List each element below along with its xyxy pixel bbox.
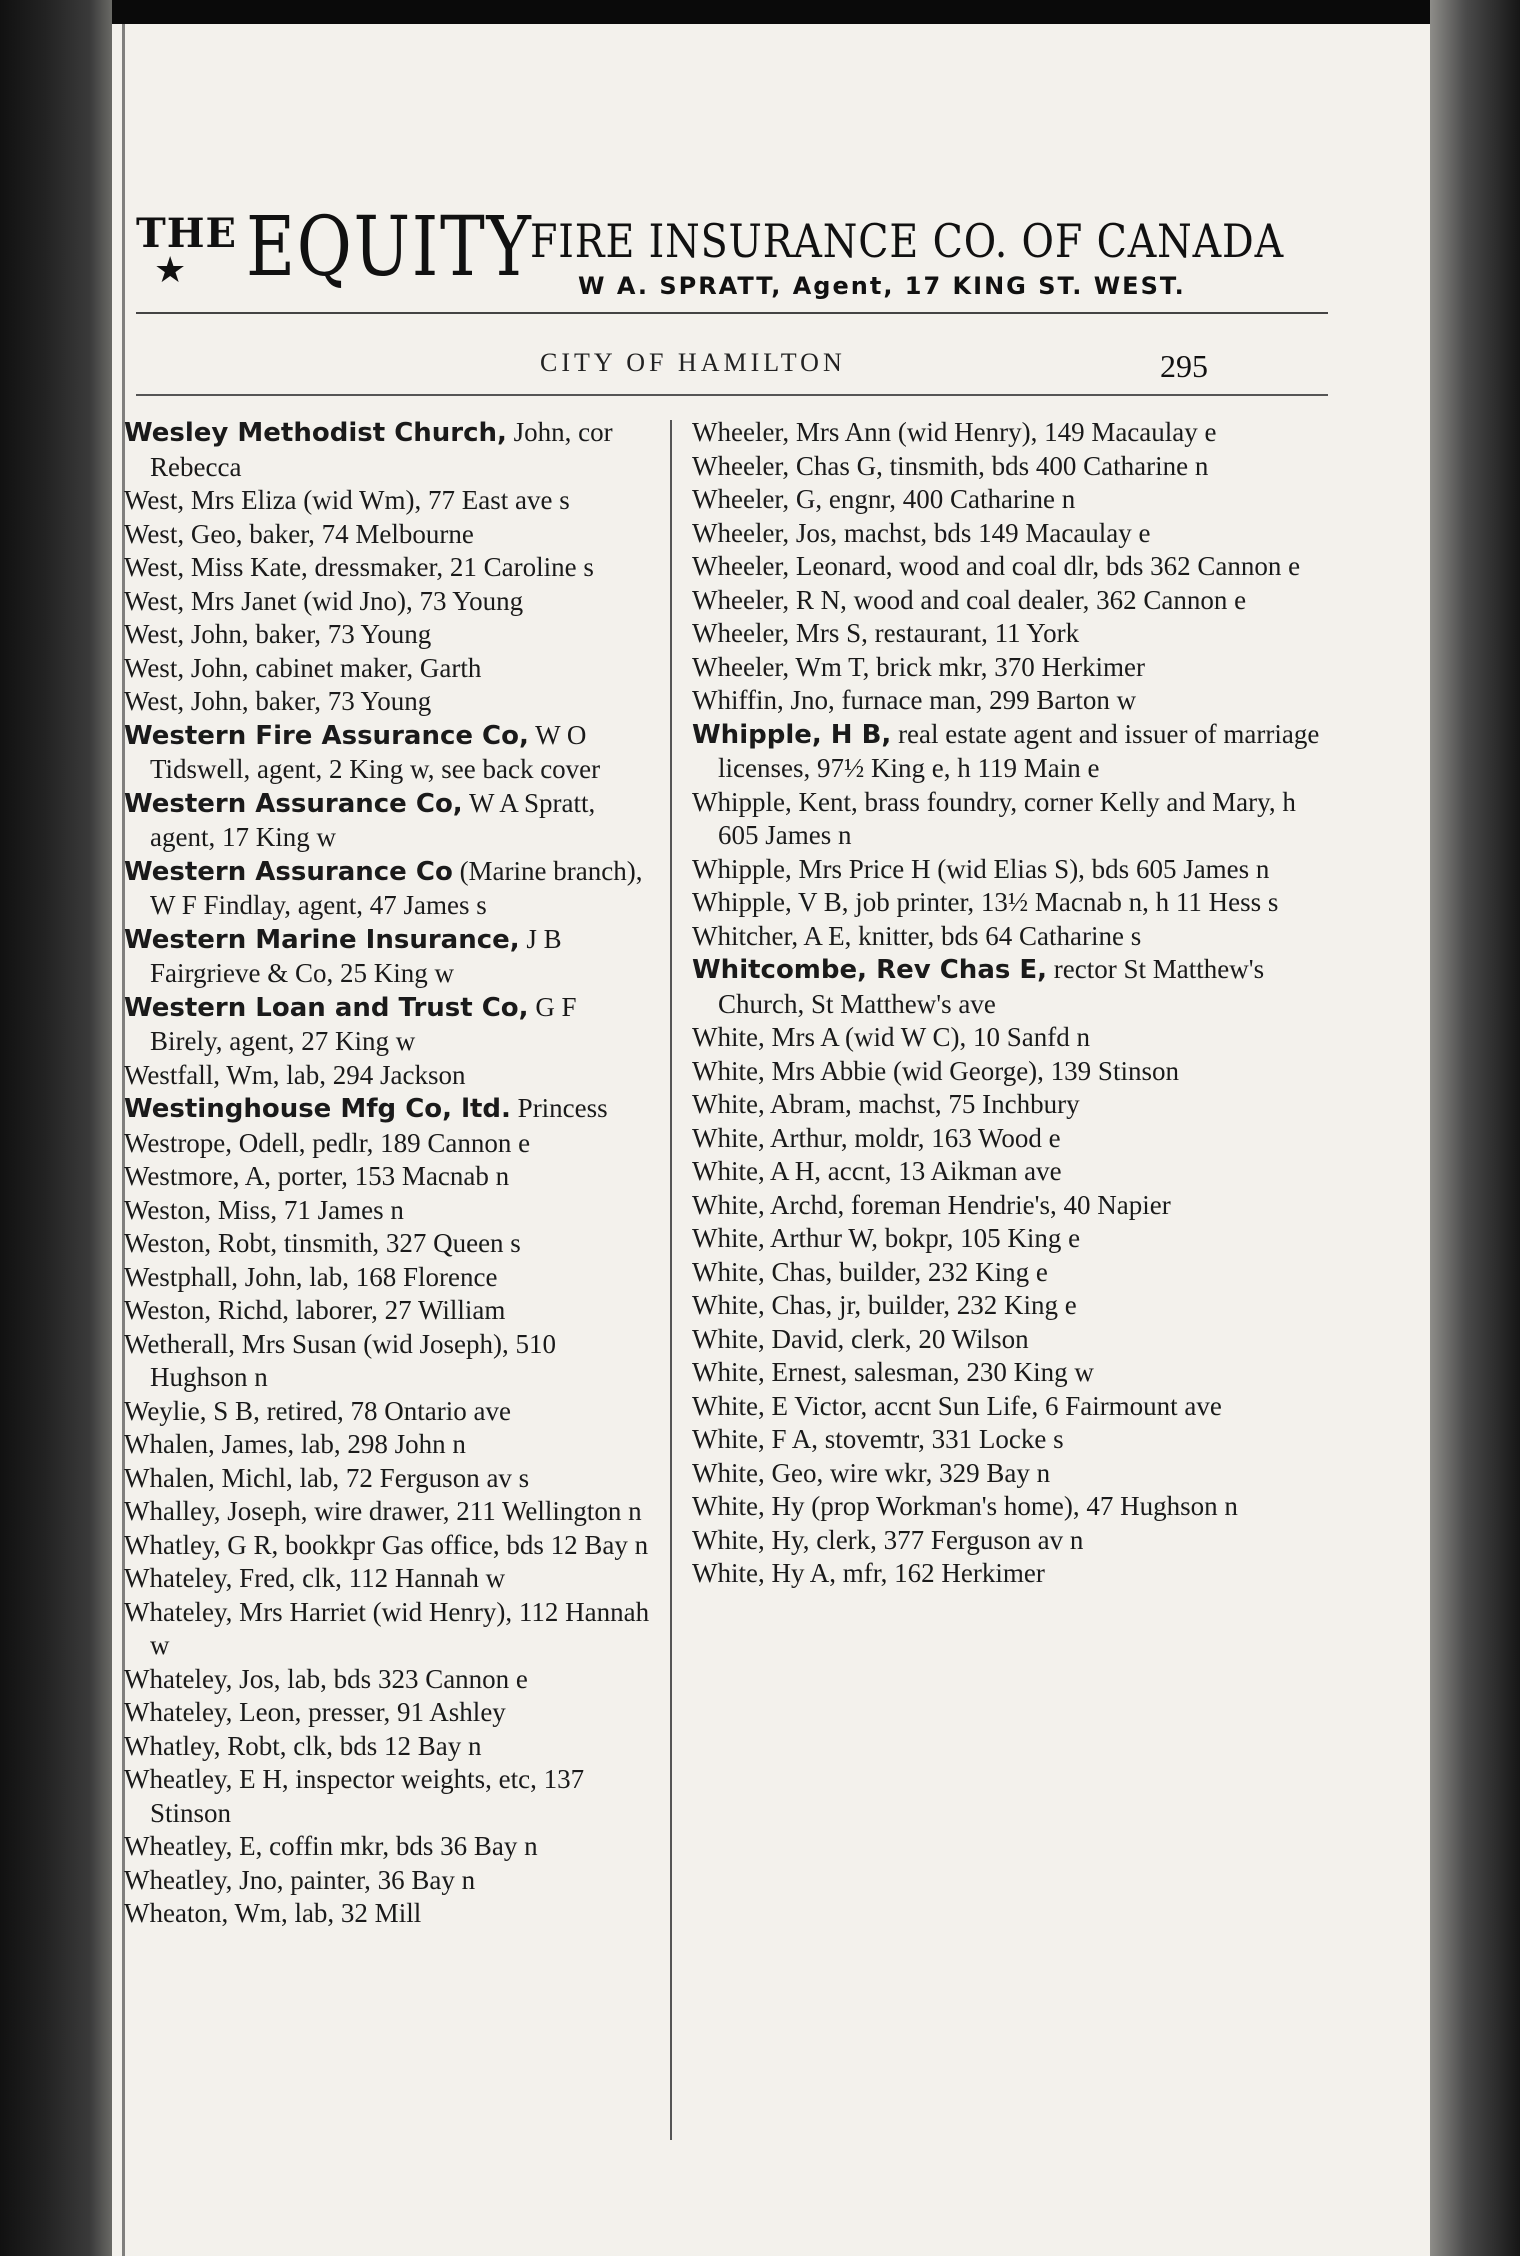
directory-entry: [692, 718, 1328, 786]
entry-name: Wheeler, Jos, machst, bds 149 Macaulay e: [692, 517, 1151, 548]
left-column: [124, 416, 652, 1931]
entry-name: White, Hy (prop Workman's home), 47 Hughson n: [692, 1491, 1238, 1521]
entry-name: Wheatley, Jno, painter, 36 Bay n: [124, 1864, 476, 1895]
advertisement-header: [136, 190, 1336, 320]
entry-name: West, Geo, baker, 74 Melbourne: [124, 518, 474, 549]
entry-details: W A Spratt, agent, 17 King w: [150, 787, 596, 852]
entry-name: Weston, Robt, tinsmith, 327 Queen s: [124, 1228, 521, 1258]
entry-name: Wheeler, Chas G, tinsmith, bds 400 Catharine n: [692, 450, 1209, 481]
directory-entry: [692, 1356, 1328, 1390]
entry-name: Westinghouse Mfg Co, ltd.: [124, 1094, 511, 1124]
column-divider: [670, 420, 672, 2140]
directory-entry: [692, 1222, 1328, 1256]
directory-entry: [692, 1323, 1328, 1357]
entry-name: Western Assurance Co: [124, 856, 453, 887]
entry-name: Wheatley, E H, inspector weights, etc, 137 Stinson: [124, 1764, 585, 1828]
entry-details: rector St Matthew's Church, St Matthew's ave: [718, 954, 1265, 1019]
entry-name: Whateley, Leon, presser, 91 Ashley: [124, 1697, 506, 1727]
directory-entry: [124, 923, 652, 991]
directory-entry: [124, 685, 652, 719]
directory-entry: [692, 684, 1328, 718]
right-column: [692, 416, 1328, 1591]
directory-entry: [124, 484, 652, 518]
directory-entry: [124, 787, 652, 855]
scan-right-border: [1430, 0, 1520, 2256]
directory-entry: [692, 1122, 1328, 1156]
entry-name: White, Mrs A (wid W C), 10 Sanfd n: [692, 1022, 1090, 1052]
directory-entry: [692, 920, 1328, 954]
entry-name: White, A H, accnt, 13 Aikman ave: [692, 1156, 1062, 1186]
entry-name: Whalley, Joseph, wire drawer, 211 Wellington n: [124, 1496, 642, 1526]
directory-entry: [692, 416, 1328, 450]
directory-entry: [692, 1021, 1328, 1055]
directory-entry: [124, 1395, 652, 1429]
entry-name: White, Chas, builder, 232 King e: [692, 1256, 1048, 1287]
entry-name: Wheaton, Wm, lab, 32 Mill: [124, 1898, 422, 1928]
directory-entry: [124, 652, 652, 686]
entry-name: White, Hy, clerk, 377 Ferguson av n: [692, 1524, 1084, 1555]
entry-name: Whatley, Robt, clk, bds 12 Bay n: [124, 1730, 482, 1761]
scan-top-border: [0, 0, 1520, 24]
entry-name: White, E Victor, accnt Sun Life, 6 Fairmount ave: [692, 1390, 1222, 1421]
directory-entry: [124, 1294, 652, 1328]
directory-entry: [124, 1127, 652, 1161]
directory-entry: [692, 1524, 1328, 1558]
entry-name: White, Geo, wire wkr, 329 Bay n: [692, 1457, 1051, 1488]
directory-entry: [124, 1830, 652, 1864]
directory-entry: [124, 1763, 652, 1830]
directory-entry: [124, 416, 652, 484]
header-company: FIRE INSURANCE CO. OF CANADA: [530, 214, 1285, 268]
directory-entry: [124, 1462, 652, 1496]
directory-entry: [124, 1730, 652, 1764]
directory-entry: [124, 1897, 652, 1931]
header-the: THE: [136, 210, 238, 257]
directory-entry: [692, 617, 1328, 651]
header-rule: [136, 312, 1328, 314]
entry-name: Wheeler, Leonard, wood and coal dlr, bds 362 Cannon e: [692, 551, 1301, 581]
entry-name: Western Loan and Trust Co,: [124, 992, 529, 1023]
directory-entry: [124, 518, 652, 552]
entry-name: Westphall, John, lab, 168 Florence: [124, 1261, 498, 1292]
directory-entry: [692, 1490, 1328, 1524]
entry-name: White, Abram, machst, 75 Inchbury: [692, 1089, 1080, 1119]
running-head-city: CITY OF HAMILTON: [540, 348, 846, 377]
directory-entry: [124, 1529, 652, 1563]
directory-entry: [692, 651, 1328, 685]
entry-name: Wheeler, Mrs S, restaurant, 11 York: [692, 618, 1080, 648]
entry-name: Weylie, S B, retired, 78 Ontario ave: [124, 1395, 511, 1426]
directory-entry: [124, 1562, 652, 1596]
directory-entry: [692, 483, 1328, 517]
directory-entry: [692, 1088, 1328, 1122]
entry-name: Whipple, H B,: [692, 719, 892, 750]
entry-name: Whiffin, Jno, furnace man, 299 Barton w: [692, 685, 1137, 715]
directory-entry: [692, 886, 1328, 920]
entry-name: Whateley, Jos, lab, bds 323 Cannon e: [124, 1663, 528, 1694]
directory-entry: [692, 1055, 1328, 1089]
entry-name: Whitcombe, Rev Chas E,: [692, 955, 1048, 985]
scan-left-border: [0, 0, 112, 2256]
directory-entry: [692, 786, 1328, 853]
directory-entry: [124, 1864, 652, 1898]
entry-details: John, cor Rebecca: [150, 417, 613, 482]
entry-details: Princess: [510, 1093, 608, 1123]
entry-name: Wheatley, E, coffin mkr, bds 36 Bay n: [124, 1831, 538, 1861]
entry-name: Wheeler, R N, wood and coal dealer, 362 Cannon e: [692, 584, 1247, 615]
directory-entry: [124, 1495, 652, 1529]
directory-entry: [124, 1696, 652, 1730]
entry-name: West, John, cabinet maker, Garth: [124, 652, 482, 683]
entry-details: J B Fairgrieve & Co, 25 King w: [150, 923, 562, 988]
entry-name: White, David, clerk, 20 Wilson: [692, 1323, 1029, 1354]
entry-name: Westfall, Wm, lab, 294 Jackson: [124, 1059, 466, 1090]
entry-name: Whateley, Mrs Harriet (wid Henry), 112 Hannah w: [124, 1596, 650, 1660]
entry-name: West, John, baker, 73 Young: [124, 619, 432, 649]
entry-name: Wheeler, G, engnr, 400 Catharine n: [692, 484, 1076, 514]
directory-entry: [124, 1227, 652, 1261]
entry-name: Western Fire Assurance Co,: [124, 720, 529, 751]
entry-name: White, Chas, jr, builder, 232 King e: [692, 1290, 1077, 1320]
entry-details: (Marine branch), W F Findlay, agent, 47 James s: [150, 855, 643, 920]
entry-name: Weston, Miss, 71 James n: [124, 1194, 404, 1225]
entry-name: West, Mrs Janet (wid Jno), 73 Young: [124, 585, 524, 616]
entry-name: Western Assurance Co,: [124, 788, 463, 819]
entry-name: Whatley, G R, bookkpr Gas office, bds 12 Bay n: [124, 1529, 649, 1560]
entry-name: White, Hy A, mfr, 162 Herkimer: [692, 1558, 1045, 1588]
directory-entry: [124, 1328, 652, 1395]
entry-name: Wetherall, Mrs Susan (wid Joseph), 510 Hughson n: [124, 1328, 557, 1392]
entry-name: Whalen, Michl, lab, 72 Ferguson av s: [124, 1462, 530, 1493]
directory-entry: [124, 1261, 652, 1295]
directory-entry: [124, 1160, 652, 1194]
entry-name: West, John, baker, 73 Young: [124, 686, 432, 716]
directory-entry: [692, 1289, 1328, 1323]
directory-entry: [692, 550, 1328, 584]
directory-entry: [124, 719, 652, 787]
directory-entry: [692, 1423, 1328, 1457]
directory-entry: [692, 853, 1328, 887]
entry-details: real estate agent and issuer of marriage licenses, 97½ King e, h 119 Main e: [718, 718, 1320, 783]
entry-name: Weston, Richd, laborer, 27 William: [124, 1295, 506, 1325]
directory-entry: [692, 584, 1328, 618]
entry-name: White, Arthur, moldr, 163 Wood e: [692, 1122, 1061, 1153]
entry-name: Westmore, A, porter, 153 Macnab n: [124, 1161, 510, 1191]
entry-details: W O Tidswell, agent, 2 King w, see back cover: [150, 719, 601, 784]
entry-name: West, Mrs Eliza (wid Wm), 77 East ave s: [124, 485, 570, 515]
entry-name: West, Miss Kate, dressmaker, 21 Caroline s: [124, 552, 594, 582]
entry-name: Wheeler, Mrs Ann (wid Henry), 149 Macaulay e: [692, 417, 1217, 447]
directory-entry: [124, 1059, 652, 1093]
directory-entry: [124, 551, 652, 585]
directory-entry: [124, 1194, 652, 1228]
header-agent: W A. SPRATT, Agent, 17 KING ST. WEST.: [578, 272, 1186, 300]
entry-details: G F Birely, agent, 27 King w: [150, 991, 577, 1056]
entry-name: Western Marine Insurance,: [124, 924, 520, 955]
entry-name: Wesley Methodist Church,: [124, 418, 507, 448]
directory-entry: [692, 1256, 1328, 1290]
entry-name: White, F A, stovemtr, 331 Locke s: [692, 1424, 1064, 1454]
directory-entry: [692, 517, 1328, 551]
running-head-rule: [136, 394, 1328, 396]
star-icon: ★: [154, 250, 187, 291]
entry-name: White, Mrs Abbie (wid George), 139 Stinson: [692, 1055, 1179, 1086]
directory-entry: [124, 618, 652, 652]
directory-entry: [124, 1596, 652, 1663]
directory-entry: [692, 1457, 1328, 1491]
directory-entry: [124, 1092, 652, 1127]
directory-entry: [692, 450, 1328, 484]
directory-entry: [124, 1663, 652, 1697]
directory-entry: [692, 1390, 1328, 1424]
entry-name: Whipple, V B, job printer, 13½ Macnab n, h 11 Hess s: [692, 887, 1279, 917]
directory-entry: [124, 855, 652, 923]
directory-entry: [692, 1557, 1328, 1591]
directory-entry: [692, 1189, 1328, 1223]
entry-name: White, Arthur W, bokpr, 105 King e: [692, 1223, 1081, 1253]
page-number: 295: [1160, 348, 1208, 384]
directory-entry: [124, 991, 652, 1059]
entry-name: Whipple, Mrs Price H (wid Elias S), bds 605 James n: [692, 853, 1270, 884]
entry-name: White, Ernest, salesman, 230 King w: [692, 1357, 1094, 1387]
directory-entry: [124, 1428, 652, 1462]
entry-name: Whateley, Fred, clk, 112 Hannah w: [124, 1563, 506, 1593]
header-equity: EQUITY: [246, 200, 533, 295]
entry-name: Whipple, Kent, brass foundry, corner Kelly and Mary, h 605 James n: [692, 786, 1296, 850]
directory-entry: [692, 953, 1328, 1021]
entry-name: White, Archd, foreman Hendrie's, 40 Napier: [692, 1189, 1171, 1220]
entry-name: Whitcher, A E, knitter, bds 64 Catharine s: [692, 920, 1142, 951]
entry-name: Whalen, James, lab, 298 John n: [124, 1429, 466, 1459]
entry-name: Westrope, Odell, pedlr, 189 Cannon e: [124, 1127, 531, 1158]
directory-entry: [692, 1155, 1328, 1189]
directory-entry: [124, 585, 652, 619]
entry-name: Wheeler, Wm T, brick mkr, 370 Herkimer: [692, 651, 1145, 682]
